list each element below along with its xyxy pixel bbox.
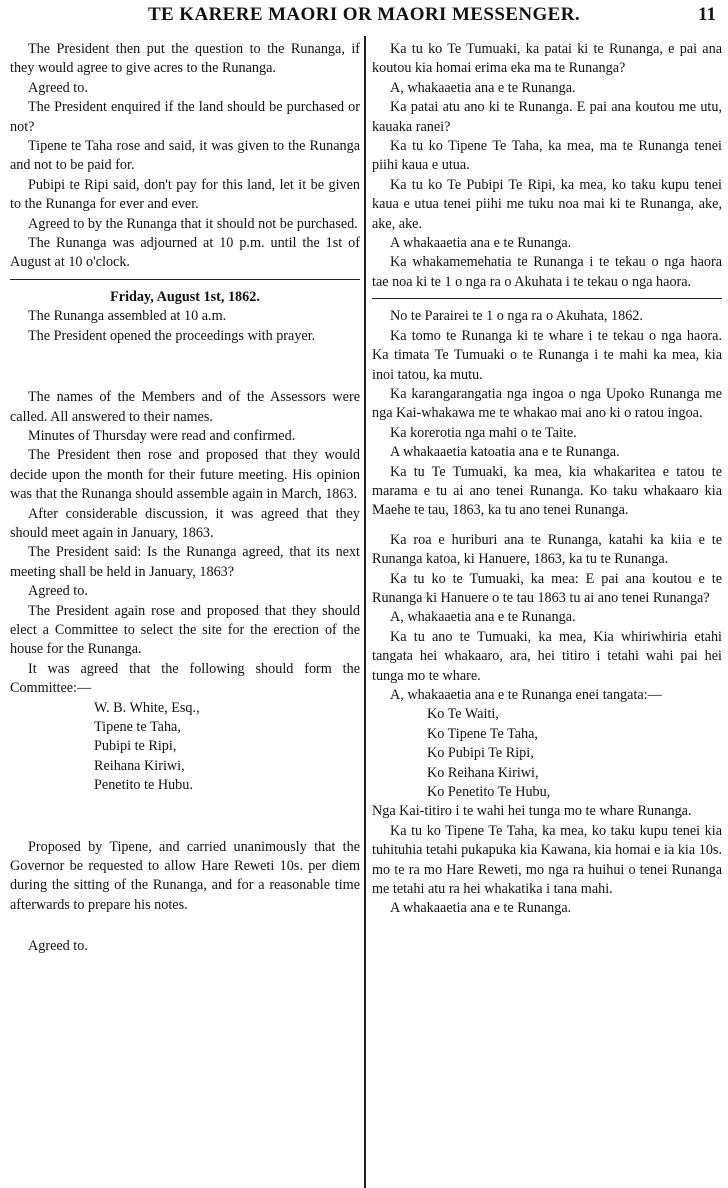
committee-list [372, 705, 722, 802]
paragraph: Agreed to by the Runanga that it should not be purchased. [28, 215, 358, 232]
paragraph: Ka karangarangatia nga ingoa o nga Upoko Runanga me nga Kai-whakawa me te whakao mai ano ki o ratou ingoa. [372, 385, 722, 422]
committee-member: W. B. White, Esq., [94, 699, 200, 716]
paragraph: Agreed to. [28, 938, 88, 955]
paragraph: Ka tomo te Runanga ki te whare i te tekau o nga haora. Ka timata Te Tumuaki o te Runanga i te mahi ka mea, kia inoi tatou, ka mutu. [372, 327, 722, 383]
paragraph: The President then put the question to the Runanga, if they would agree to give acres to the Runanga. [10, 41, 360, 77]
paragraph: Ka tu Te Tumuaki, ka mea, kia whakaritea e tatou te marama e tu ai ano tenei Runanga. Ko taku whakaaro kia Maehe te tau, 1863, ka tu ano tenei Runanga. [372, 463, 722, 519]
column-divider [364, 36, 366, 1188]
paragraph: Ka tu ko Tipene Te Taha, ka mea, ko taku kupu tenei kia tuhituhia tetahi pukapuka kia Kawana, kia homai e ia kia 10s. mo te ra mo Hare Reweti, mo nga ra huihui o tenei Runanga me tetahi atu ra hei whakatika i tana mahi. [372, 822, 722, 898]
spacer [10, 346, 360, 388]
spacer [10, 915, 360, 937]
committee-member: Pubipi te Ripi, [94, 738, 177, 755]
paragraph: The President again rose and proposed that they should elect a Committee to select the site for the erection of the house for the Runanga. [10, 602, 360, 658]
paragraph: A whakaaetia ana e te Runanga. [390, 900, 572, 917]
english-column [10, 40, 360, 1188]
spacer [10, 796, 360, 838]
paragraph: Agreed to. [28, 79, 88, 96]
paragraph: Tipene te Taha rose and said, it was given to the Runanga and not to be paid for. [10, 138, 360, 174]
paragraph: After considerable discussion, it was agreed that they should meet again in January, 1863. [10, 505, 360, 541]
paragraph: It was agreed that the following should form the Committee:— [10, 660, 360, 697]
page-number: 11 [698, 4, 716, 25]
paragraph: Ka whakamemehatia te Runanga i te tekau o nga haora tae noa ki te 1 o nga ra o Akuhata i te tekau o nga haora. [372, 254, 722, 290]
paragraph: Minutes of Thursday were read and confirmed. [28, 427, 296, 444]
paragraph: Agreed to. [28, 583, 88, 600]
masthead-title: TE KARERE MAORI OR MAORI MESSENGER. [147, 4, 581, 25]
date-heading: Friday, August 1st, 1862. [110, 288, 260, 305]
maori-column [372, 40, 722, 1188]
paragraph: A, whakaaetia ana e te Runanga. [390, 79, 576, 96]
paragraph: Ka patai atu ano ki te Runanga. E pai ana koutou me utu, kauaka ranei? [372, 99, 722, 135]
page-header [0, 0, 728, 34]
paragraph: A whakaaetia ana e te Runanga. [390, 235, 572, 252]
section-rule [10, 279, 360, 280]
paragraph: The President opened the proceedings with prayer. [28, 327, 316, 344]
paragraph: No te Parairei te 1 o nga ra o Akuhata, 1862. [390, 308, 643, 325]
paragraph: A, whakaaetia ana e te Runanga enei tangata:— [390, 687, 662, 703]
paragraph: Ka tu ano te Tumuaki, ka mea, Kia whiriwhiria etahi tangata hei whakaaro, ara, hei titiro i tetahi wahi pai hei tunga mo te whare. [372, 628, 722, 684]
committee-list [10, 699, 360, 796]
paragraph: The Runanga assembled at 10 a.m. [28, 308, 227, 325]
section-rule [372, 298, 722, 299]
paragraph: The President then rose and proposed that they would decide upon the month for their future meeting. His opinion was that the Runanga should assemble again in March, 1863. [10, 447, 360, 503]
paragraph: A whakaaetia katoatia ana e te Runanga. [390, 444, 620, 461]
paragraph: Pubipi te Ripi said, don't pay for this land, let it be given to the Runanga for ever and ever. [10, 176, 360, 213]
committee-member: Reihana Kiriwi, [94, 757, 185, 774]
paragraph: Proposed by Tipene, and carried unanimously that the Governor be requested to allow Hare Reweti 10s. per diem during the sitting of the Runanga, and for a reasonable time afterwards to prepare his notes. [10, 838, 360, 913]
committee-member: Ko Te Waiti, [427, 706, 499, 723]
paragraph: Ka tu ko Te Tumuaki, ka patai ki te Runanga, e pai ana koutou kia homai erima eka ma te Runanga? [372, 41, 722, 77]
committee-member: Tipene te Taha, [94, 719, 181, 735]
paragraph: A, whakaaetia ana e te Runanga. [390, 609, 576, 626]
paragraph: Ka roa e huriburi ana te Runanga, katahi ka kiia e te Runanga katoa, ki Hanuere, 1863, ka tu te Runanga. [372, 531, 722, 568]
committee-member: Penetito te Hubu. [94, 777, 193, 794]
spacer [372, 521, 722, 531]
paragraph: Ka tu ko te Tumuaki, ka mea: E pai ana koutou e te Runanga ki Hanuere o te tau 1863 tu ai ano tenei Runanga? [372, 570, 722, 606]
paragraph: The President said: Is the Runanga agreed, that its next meeting shall be held in January, 1863? [10, 544, 360, 580]
committee-member: Ko Pubipi Te Ripi, [427, 745, 534, 762]
paragraph: Nga Kai-titiro i te wahi hei tunga mo te whare Runanga. [372, 803, 692, 820]
paragraph: The names of the Members and of the Assessors were called. All answered to their names. [10, 389, 360, 425]
paragraph: Ka korerotia nga mahi o te Taite. [390, 424, 577, 441]
paragraph: Ka tu ko Te Pubipi Te Ripi, ka mea, ko taku kupu tenei kaua e utua tenei piihi me tuku noa mai ki te Runanga, ake, ake, ake. [372, 176, 722, 232]
paragraph: Ka tu ko Tipene Te Taha, ka mea, ma te Runanga tenei piihi kaua e utua. [372, 138, 722, 174]
paragraph: The President enquired if the land should be purchased or not? [10, 99, 360, 135]
committee-member: Ko Reihana Kiriwi, [427, 764, 539, 781]
committee-member: Ko Penetito Te Hubu, [427, 784, 551, 801]
committee-member: Ko Tipene Te Taha, [427, 725, 538, 742]
paragraph: The Runanga was adjourned at 10 p.m. until the 1st of August at 10 o'clock. [10, 235, 360, 271]
